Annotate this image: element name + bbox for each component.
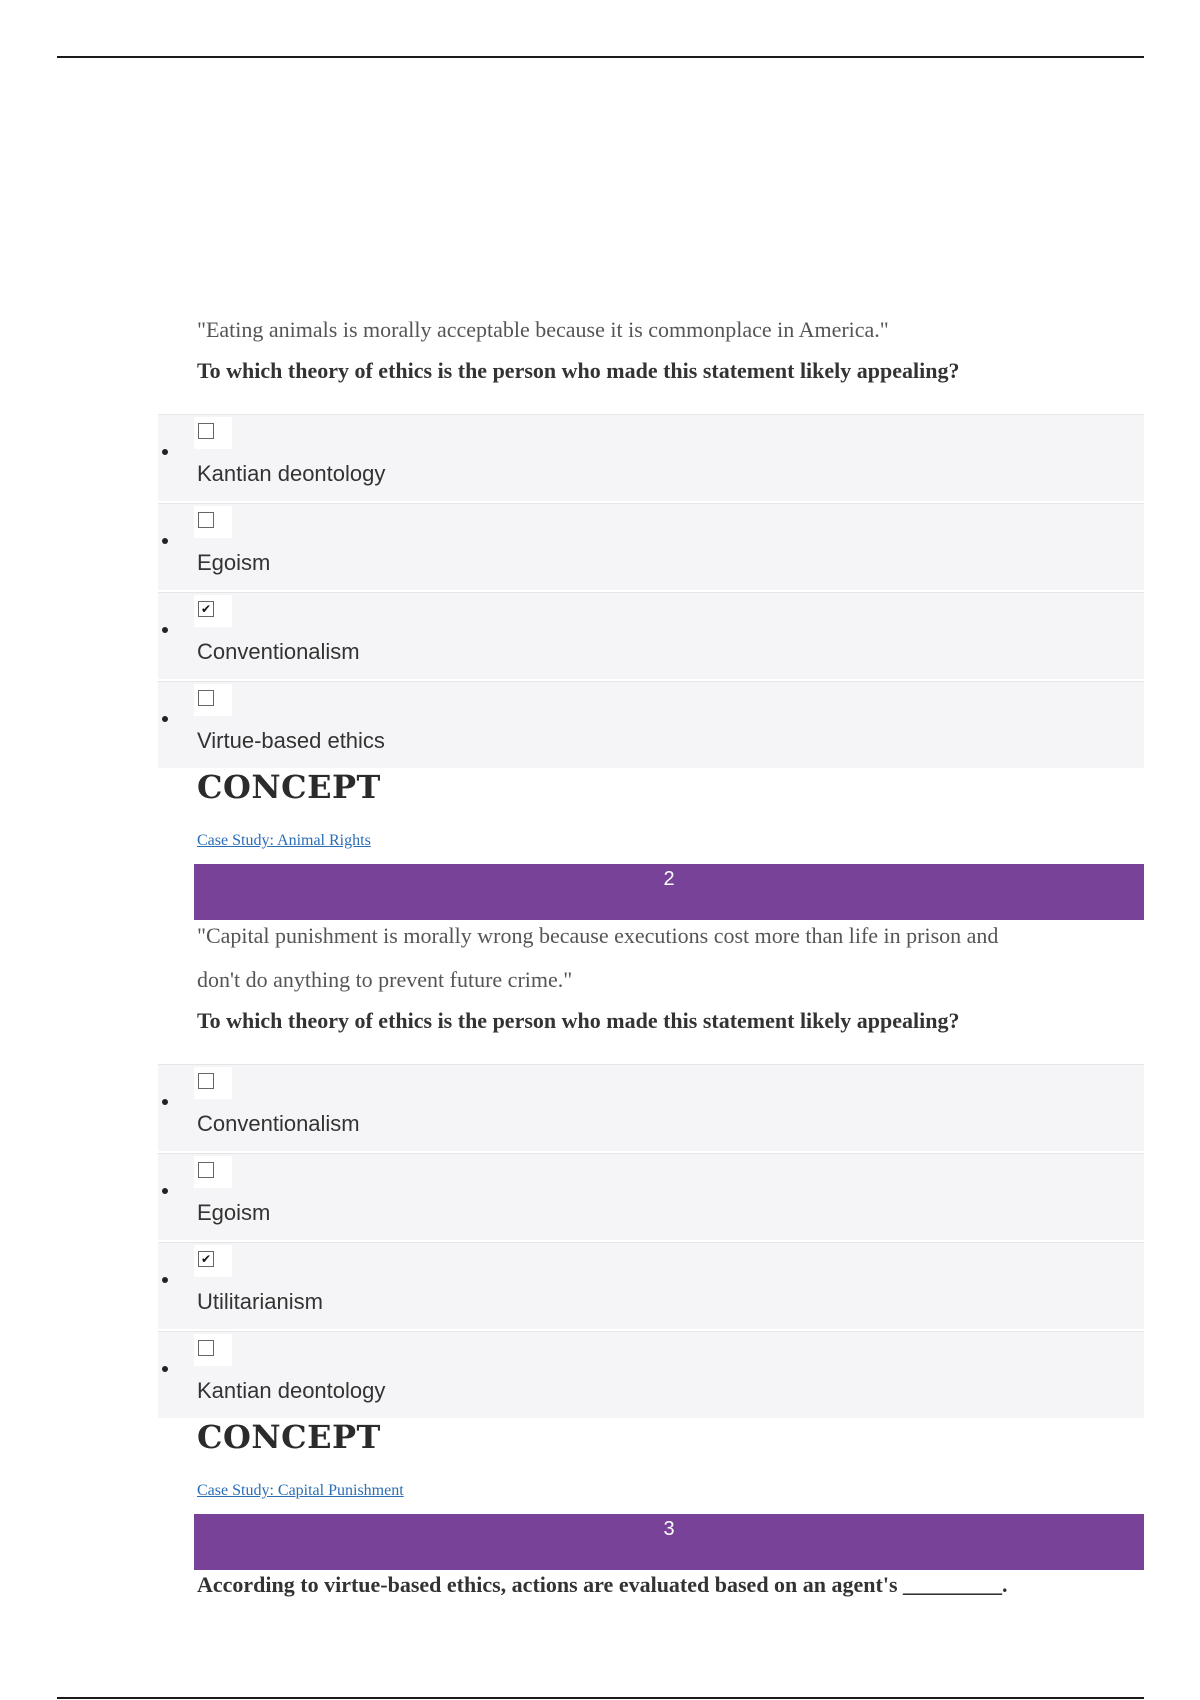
q3-question: According to virtue-based ethics, actions are evaluated based on an agent's _________. [197, 1572, 1008, 1597]
bullet-icon [158, 1077, 198, 1117]
q1-option-3-label: Conventionalism [197, 639, 360, 664]
question-3-header-bar [194, 1514, 1144, 1570]
q2-option-3[interactable] [158, 1242, 1144, 1329]
q1-option-1-checkbox[interactable] [198, 423, 214, 439]
q2-option-2-label: Egoism [197, 1200, 271, 1225]
bullet-icon [158, 694, 198, 734]
q2-option-2[interactable] [158, 1153, 1144, 1240]
q1-option-4-checkbox[interactable] [198, 690, 214, 706]
q2-option-2-checkbox[interactable] [198, 1162, 214, 1178]
q2-option-1[interactable] [158, 1064, 1144, 1151]
q2-option-4-checkbox[interactable] [198, 1340, 214, 1356]
bullet-icon [158, 605, 198, 645]
q1-option-1[interactable] [158, 414, 1144, 501]
q1-option-3-checkbox[interactable]: ✔ [198, 601, 214, 617]
q1-options [158, 414, 1144, 770]
top-rule [57, 56, 1144, 58]
question-3-number: 3 [663, 1518, 675, 1540]
question-2-header-bar [194, 864, 1144, 920]
question-2-number: 2 [663, 868, 675, 890]
q1-option-2-label: Egoism [197, 550, 271, 575]
q1-statement: "Eating animals is morally acceptable because it is commonplace in America." [197, 317, 889, 342]
q2-option-3-label: Utilitarianism [197, 1289, 323, 1314]
bullet-icon [158, 427, 198, 467]
bottom-rule [57, 1697, 1144, 1699]
q2-options [158, 1064, 1144, 1420]
q1-option-4[interactable] [158, 681, 1144, 768]
q1-question: To which theory of ethics is the person who made this statement likely appealing? [197, 358, 960, 383]
q2-option-3-checkbox[interactable]: ✔ [198, 1251, 214, 1267]
q2-concept-heading: CONCEPT [197, 1418, 381, 1456]
q1-option-2-checkbox[interactable] [198, 512, 214, 528]
bullet-icon [158, 1344, 198, 1384]
bullet-icon [158, 516, 198, 556]
q1-option-2[interactable] [158, 503, 1144, 590]
q2-case-study-link[interactable]: Case Study: Capital Punishment [197, 1482, 404, 1499]
q1-option-4-label: Virtue-based ethics [197, 728, 385, 753]
q2-option-1-label: Conventionalism [197, 1111, 360, 1136]
bullet-icon [158, 1166, 198, 1206]
q2-statement-line-2: don't do anything to prevent future crime." [197, 967, 573, 992]
q1-option-3[interactable] [158, 592, 1144, 679]
q2-option-1-checkbox[interactable] [198, 1073, 214, 1089]
q2-statement-line-1: "Capital punishment is morally wrong because executions cost more than life in prison and [197, 923, 999, 948]
q1-option-1-label: Kantian deontology [197, 461, 386, 486]
q2-option-4-label: Kantian deontology [197, 1378, 386, 1403]
q1-concept-heading: CONCEPT [197, 768, 381, 806]
q2-statement [197, 914, 1147, 1002]
q2-option-4[interactable] [158, 1331, 1144, 1418]
q2-question: To which theory of ethics is the person who made this statement likely appealing? [197, 1008, 960, 1033]
q1-case-study-link[interactable]: Case Study: Animal Rights [197, 832, 371, 849]
bullet-icon [158, 1255, 198, 1295]
